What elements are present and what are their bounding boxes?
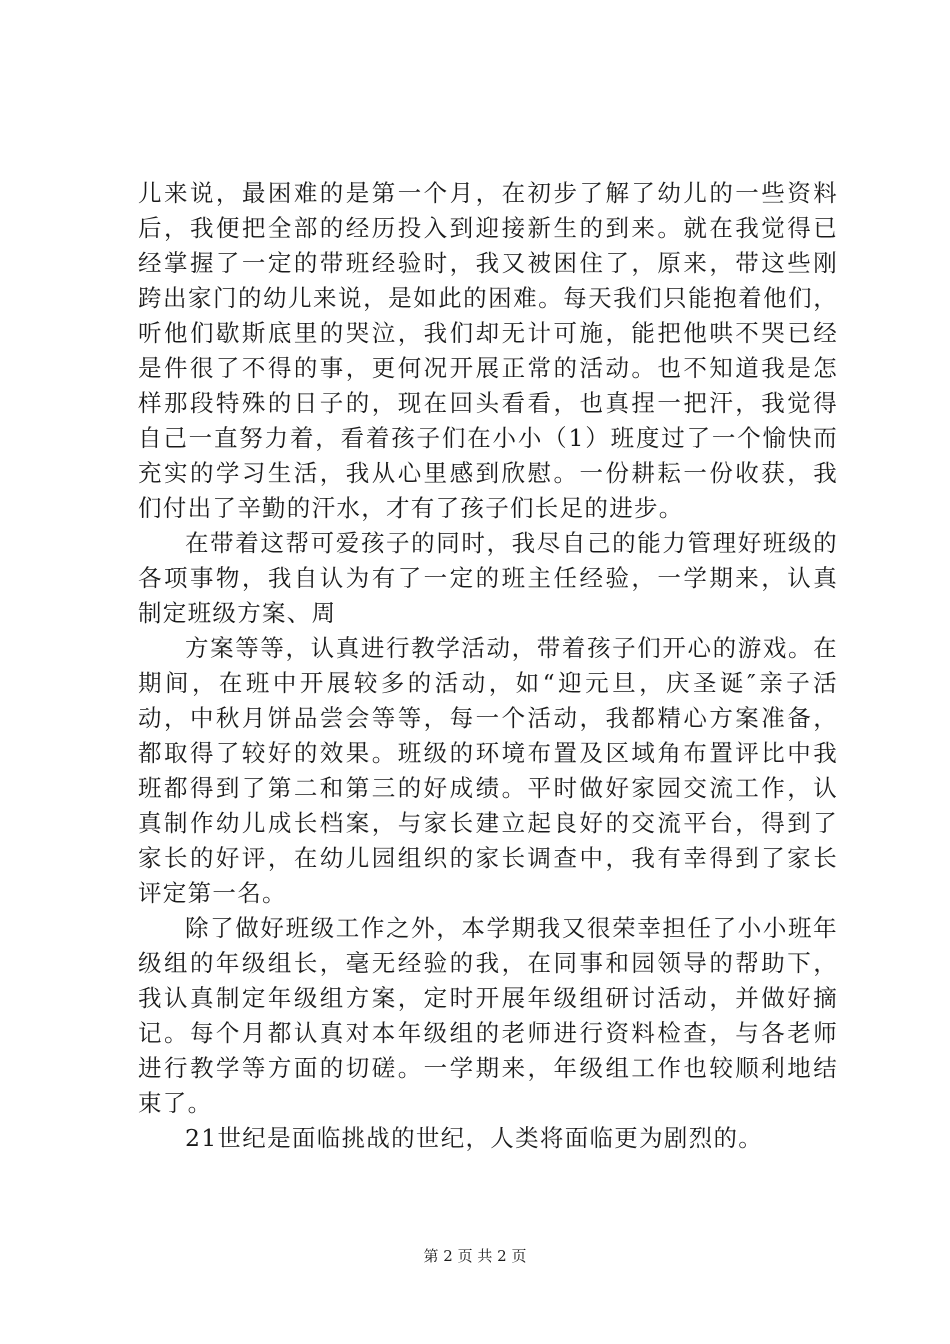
text-line: 后，我便把全部的经历投入到迎接新生的到来。就在我觉得已 [138,214,838,242]
text-line: 记。每个月都认真对本年级组的老师进行资料检查，与各老师 [138,1019,838,1047]
text-line: 是件很了不得的事，更何况开展正常的活动。也不知道我是怎 [138,354,838,382]
text-line: 都取得了较好的效果。班级的环境布置及区域角布置评比中我 [138,739,838,767]
text-line: 跨出家门的幼儿来说，是如此的困难。每天我们只能抱着他们， [138,284,838,312]
text-line: 们付出了辛勤的汗水，才有了孩子们长足的进步。 [138,494,684,522]
text-line: 动，中秋月饼品尝会等等，每一个活动，我都精心方案准备， [138,704,838,732]
text-line: 经掌握了一定的带班经验时，我又被困住了，原来，带这些刚 [138,249,838,277]
text-line: 听他们歇斯底里的哭泣，我们却无计可施，能把他哄不哭已经 [138,319,838,347]
text-line: 在带着这帮可爱孩子的同时，我尽自己的能力管理好班级的 [185,529,838,557]
text-line: 21世纪是面临挑战的世纪，人类将面临更为剧烈的。 [185,1124,764,1152]
text-line: 样那段特殊的日子的，现在回头看看，也真捏一把汗，我觉得 [138,389,838,417]
text-line: 自己一直努力着，看着孩子们在小小（1）班度过了一个愉快而 [138,424,838,452]
document-body [138,176,838,1156]
page-footer: 第 2 页 共 2 页 [423,1247,527,1265]
text-line: 我认真制定年级组方案，定时开展年级组研讨活动，并做好摘 [138,984,838,1012]
text-line: 级组的年级组长，毫无经验的我，在同事和园领导的帮助下， [138,949,838,977]
text-line: 各项事物，我自认为有了一定的班主任经验，一学期来，认真 [138,564,838,592]
text-line: 除了做好班级工作之外，本学期我又很荣幸担任了小小班年 [185,914,838,942]
text-line: 制定班级方案、周 [138,599,337,627]
text-line: 家长的好评，在幼儿园组织的家长调查中，我有幸得到了家长 [138,844,838,872]
text-line: 班都得到了第二和第三的好成绩。平时做好家园交流工作，认 [138,774,838,802]
text-line: 进行教学等方面的切磋。一学期来，年级组工作也较顺利地结 [138,1054,838,1082]
text-line: 真制作幼儿成长档案，与家长建立起良好的交流平台，得到了 [138,809,838,837]
text-line: 评定第一名。 [138,879,287,907]
text-line: 儿来说，最困难的是第一个月，在初步了解了幼儿的一些资料 [138,179,838,207]
text-line: 束了。 [138,1089,213,1117]
text-line: 充实的学习生活，我从心里感到欣慰。一份耕耘一份收获，我 [138,459,838,487]
text-line: 期间，在班中开展较多的活动，如“迎元旦，庆圣诞″亲子活 [138,669,838,697]
text-line: 方案等等，认真进行教学活动，带着孩子们开心的游戏。在 [185,634,838,662]
